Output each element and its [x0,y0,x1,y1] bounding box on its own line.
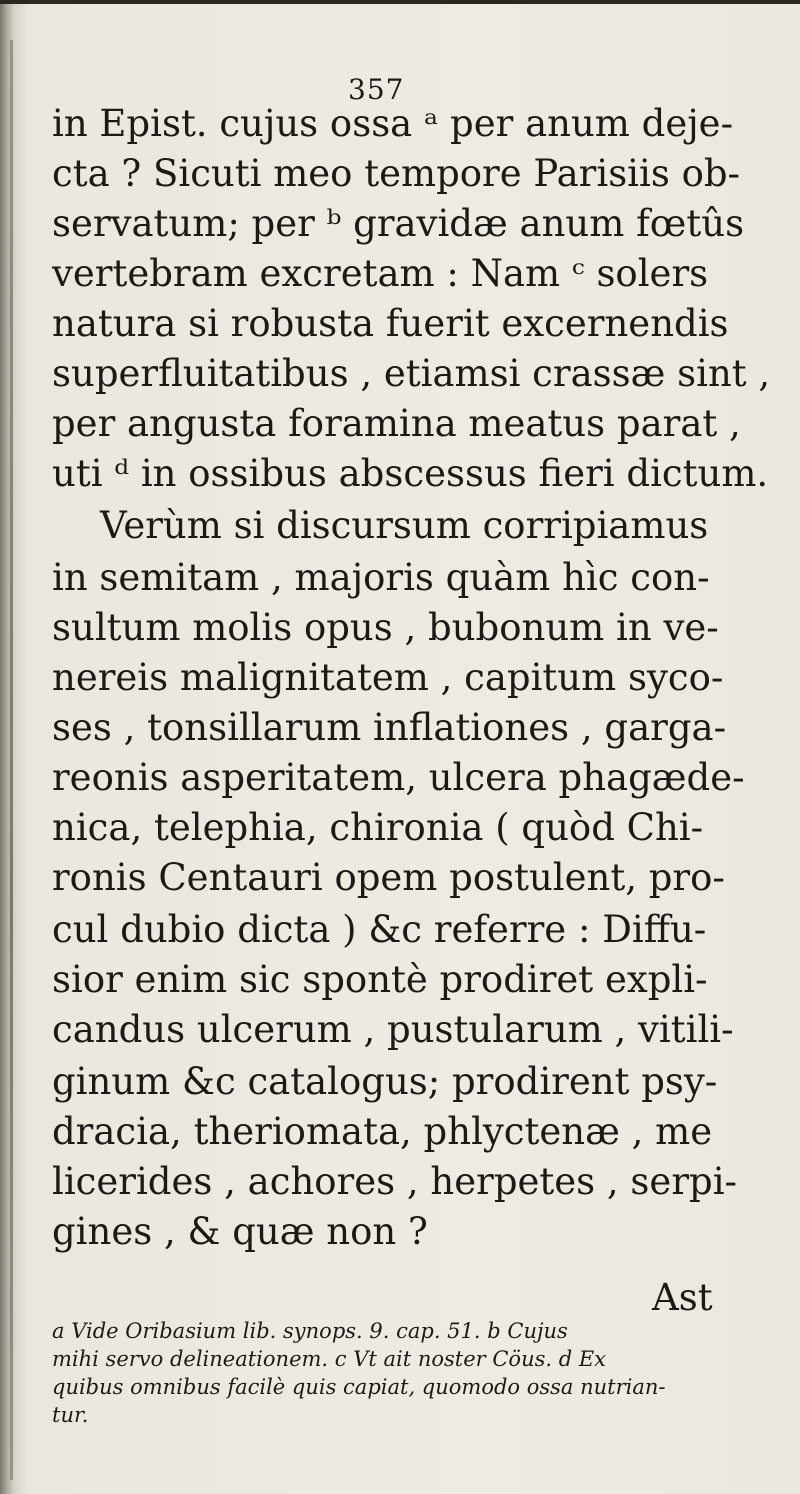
text-line: superfluitatibus , etiamsi crassæ sint , [52,352,771,395]
text-line: nereis malignitatem , capitum syco- [52,656,724,699]
footnote-line: tur. [52,1403,89,1427]
text-line: ses , tonsillarum inflationes , garga- [52,706,727,749]
text-line: cul dubio dicta ) &c referre : Diffu- [52,908,707,951]
text-line: dracia, theriomata, phlyctenæ , me [52,1110,713,1153]
text-line: vertebram excretam : Nam ᶜ solers [52,252,709,295]
footnote-line: quibus omnibus facilè quis capiat, quomodo ossa nutrian- [52,1375,666,1399]
text-line: gines , & quæ non ? [52,1210,428,1253]
text-line: Verùm si discursum corripiamus [100,504,709,547]
text-line: sior enim sic spontè prodiret expli- [52,958,708,1001]
text-line: nica, telephia, chironia ( quòd Chi- [52,806,704,849]
text-line: ginum &c catalogus; prodirent psy- [52,1060,718,1103]
top-edge [0,0,800,4]
page-number: 357 [348,73,405,106]
footnote-line: a Vide Oribasium lib. synops. 9. cap. 51. b Cujus [52,1319,568,1343]
text-line: in Epist. cujus ossa ᵃ per anum deje- [52,102,734,145]
text-line: servatum; per ᵇ gravidæ anum fœtûs [52,202,745,245]
text-line: reonis asperitatem, ulcera phagæde- [52,756,745,799]
text-line: natura si robusta fuerit excernendis [52,302,729,345]
text-line: cta ? Sicuti meo tempore Parisiis ob- [52,152,741,195]
catchword: Ast [652,1276,713,1319]
text-line: candus ulcerum , pustularum , vitili- [52,1008,734,1051]
footnote-line: mihi servo delineationem. c Vt ait noster Cöus. d Ex [52,1347,607,1371]
text-line: sultum molis opus , bubonum in ve- [52,606,719,649]
text-line: ronis Centauri opem postulent, pro- [52,856,725,899]
text-line: per angusta foramina meatus parat , [52,402,741,445]
text-line: uti ᵈ in ossibus abscessus fieri dictum. [52,452,769,495]
text-line: in semitam , majoris quàm hìc con- [52,556,710,599]
binding-gutter [10,40,13,1480]
text-line: licerides , achores , herpetes , serpi- [52,1160,738,1203]
